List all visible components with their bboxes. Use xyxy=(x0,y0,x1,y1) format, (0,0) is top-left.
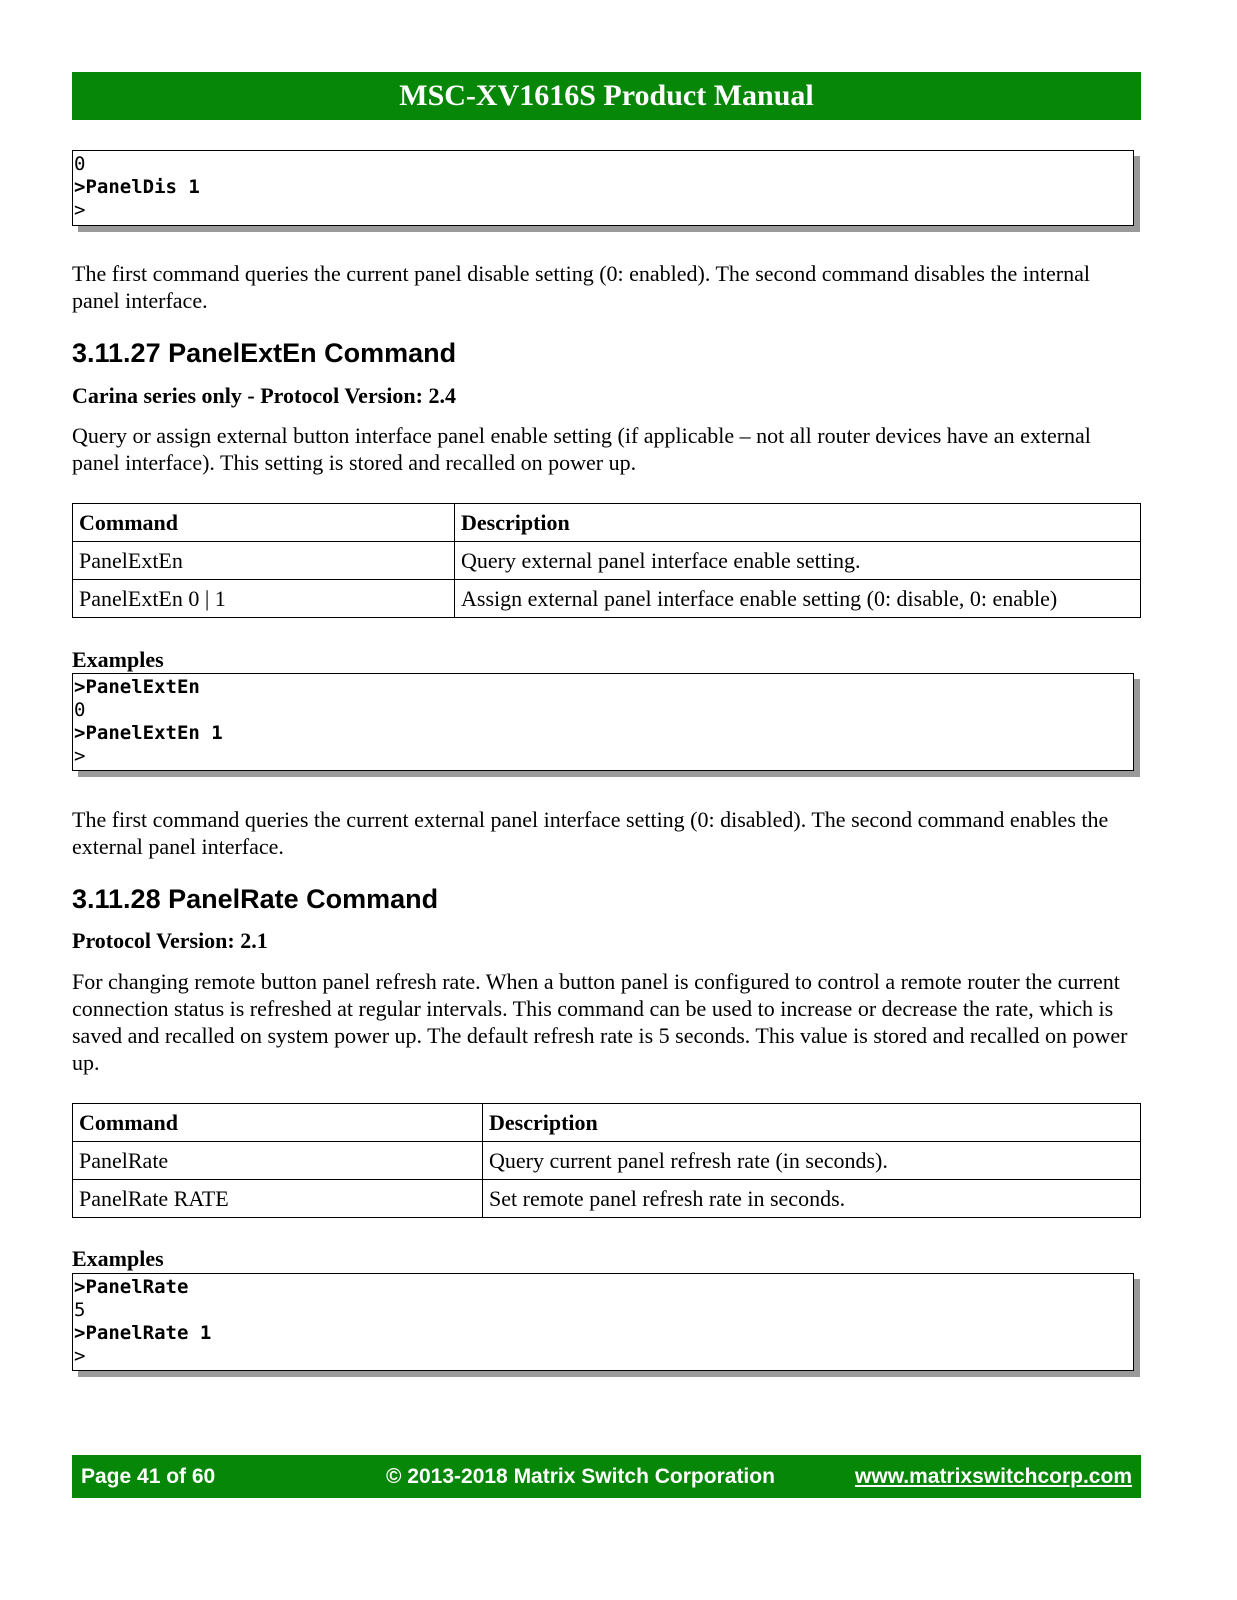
table-header-cell: Command xyxy=(73,504,455,542)
table-header-cell: Command xyxy=(73,1104,483,1142)
table-row xyxy=(73,1142,1141,1180)
code-line: >PanelRate xyxy=(74,1276,189,1298)
code-line: 0 xyxy=(74,699,86,721)
table-row xyxy=(73,580,1141,618)
panelexten-command-table xyxy=(72,503,1141,618)
table-cell: Assign external panel interface enable setting (0: disable, 0: enable) xyxy=(455,580,1141,618)
panelexten-explanation: The first command queries the current external panel interface setting (0: disabled). The second command enables the external panel interface. xyxy=(72,807,1109,859)
panelrate-command-table xyxy=(72,1103,1141,1218)
panelexten-description: Query or assign external button interface panel enable setting (if applicable – not all router devices have an external panel interface). This setting is stored and recalled on power up. xyxy=(72,423,1091,475)
table-cell: PanelRate RATE xyxy=(73,1180,483,1218)
code-line: > xyxy=(74,199,86,221)
section-subheading-panelexten: Carina series only - Protocol Version: 2.4 xyxy=(72,383,456,408)
page-footer xyxy=(72,1455,1141,1498)
examples-label: Examples xyxy=(72,1246,164,1271)
table-row xyxy=(73,542,1141,580)
code-line: > xyxy=(74,745,86,767)
code-line: >PanelExtEn xyxy=(74,676,200,698)
copyright-notice: © 2013-2018 Matrix Switch Corporation xyxy=(386,1465,775,1488)
section-heading-panelrate: 3.11.28 PanelRate Command xyxy=(72,884,439,914)
table-header-cell: Description xyxy=(483,1104,1141,1142)
table-cell: PanelRate xyxy=(73,1142,483,1180)
code-line: >PanelExtEn 1 xyxy=(74,722,223,744)
table-cell: PanelExtEn 0 | 1 xyxy=(73,580,455,618)
code-block-panelexten xyxy=(72,673,1134,771)
code-line: >PanelRate 1 xyxy=(74,1322,212,1344)
manual-title: MSC-XV1616S Product Manual xyxy=(399,79,814,112)
code-line: >PanelDis 1 xyxy=(74,176,200,198)
table-header-row xyxy=(73,1104,1141,1142)
panelrate-description: For changing remote button panel refresh rate. When a button panel is configured to control a remote router the current connection status is refreshed at regular intervals. This command can be used to increase or decrease the rate, which is saved and recalled on system power up. The default refresh rate is 5 seconds. This value is stored and recalled on power up. xyxy=(72,969,1128,1075)
page-number: Page 41 of 60 xyxy=(81,1465,216,1488)
table-row xyxy=(73,1180,1141,1218)
table-header-row xyxy=(73,504,1141,542)
table-cell: PanelExtEn xyxy=(73,542,455,580)
table-cell: Set remote panel refresh rate in seconds. xyxy=(483,1180,1141,1218)
website-link[interactable]: www.matrixswitchcorp.com xyxy=(855,1465,1132,1488)
table-cell: Query external panel interface enable setting. xyxy=(455,542,1141,580)
table-cell: Query current panel refresh rate (in seconds). xyxy=(483,1142,1141,1180)
code-block-paneldis xyxy=(72,150,1134,226)
code-line: 0 xyxy=(74,153,86,175)
section-subheading-panelrate: Protocol Version: 2.1 xyxy=(72,928,268,953)
examples-label: Examples xyxy=(72,647,164,672)
page-header xyxy=(72,72,1141,120)
section-heading-panelexten: 3.11.27 PanelExtEn Command xyxy=(72,338,457,368)
code-line: > xyxy=(74,1345,86,1367)
paneldis-explanation: The first command queries the current panel disable setting (0: enabled). The second command disables the internal panel interface. xyxy=(72,261,1090,313)
code-line: 5 xyxy=(74,1299,86,1321)
code-block-panelrate xyxy=(72,1273,1134,1371)
table-header-cell: Description xyxy=(455,504,1141,542)
